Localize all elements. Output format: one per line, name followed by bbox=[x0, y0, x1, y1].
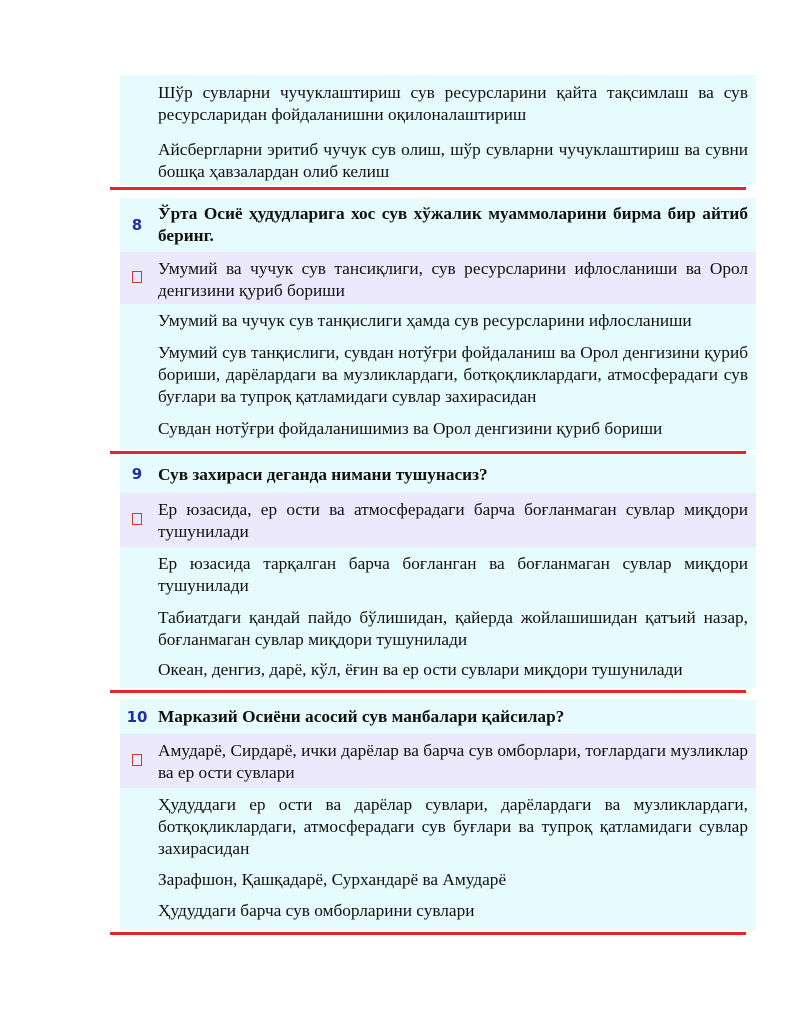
answer-option-correct[interactable] bbox=[120, 493, 756, 547]
question-block-10 bbox=[120, 700, 756, 930]
answer-option[interactable] bbox=[120, 601, 756, 655]
question-text: Марказий Осиёни асосий сув манбалари қайсилар? bbox=[158, 707, 565, 726]
question-block-8 bbox=[120, 198, 756, 450]
answer-option[interactable] bbox=[120, 788, 756, 864]
answer-text: Ҳудуддаги ер ости ва дарёлар сувлари, дарёлардаги ва музликлардаги, ботқоқликлардаги, атмосферадаги сув буғлари ва тупроқ қатламидаги сувлар захирасидан bbox=[158, 795, 748, 858]
answer-option[interactable] bbox=[120, 336, 756, 412]
question-number: 10 bbox=[126, 708, 148, 726]
answer-text: Умумий ва чучук сув тансиқлиги, сув ресурсларини ифлосланиши ва Орол денгизини қуриб бориши bbox=[158, 259, 748, 300]
answer-option[interactable] bbox=[120, 75, 756, 133]
correct-answer-marker-icon bbox=[132, 513, 142, 525]
question-text: Сув захираси деганда нимани тушунасиз? bbox=[158, 465, 488, 484]
answer-option[interactable] bbox=[120, 864, 756, 896]
correct-answer-marker-icon bbox=[132, 754, 142, 766]
answer-option[interactable] bbox=[120, 655, 756, 688]
answer-text: Умумий сув танқислиги, сувдан нотўғри фойдаланиш ва Орол денгизини қуриб бориши, дарёлардаги ва музликлардаги, ботқоқликлардаги, атмосферадаги сув буғлари ва тупроқ қатламидаги сувлар захирасидан bbox=[158, 343, 748, 406]
question-block-9 bbox=[120, 455, 756, 688]
answer-text: Океан, денгиз, дарё, кўл, ёғин ва ер ости сувлари миқдори тушунилади bbox=[158, 660, 683, 679]
answer-option[interactable] bbox=[120, 547, 756, 601]
answer-text: Амударё, Сирдарё, ички дарёлар ва барча сув омборлари, тоғлардаги музликлар ва ер ости сувлари bbox=[158, 741, 748, 782]
section-divider bbox=[110, 187, 746, 190]
question-row bbox=[120, 700, 756, 734]
answer-option[interactable] bbox=[120, 896, 756, 930]
section-divider bbox=[110, 932, 746, 935]
question-row bbox=[120, 198, 756, 252]
answer-text: Ер юзасида, ер ости ва атмосферадаги барча боғланмаган сувлар миқдори тушунилади bbox=[158, 500, 748, 541]
question-text: Ўрта Осиё ҳудудларига хос сув хўжалик муаммоларини бирма бир айтиб беринг. bbox=[158, 204, 748, 245]
question-number: 9 bbox=[131, 465, 143, 483]
answer-option-correct[interactable] bbox=[120, 252, 756, 304]
question-number: 8 bbox=[131, 216, 143, 234]
answer-option-correct[interactable] bbox=[120, 734, 756, 788]
answer-option[interactable] bbox=[120, 304, 756, 336]
section-divider bbox=[110, 690, 746, 693]
answer-text: Зарафшон, Қашқадарё, Сурхандарё ва Амударё bbox=[158, 870, 507, 889]
answer-option[interactable] bbox=[120, 133, 756, 185]
section-divider bbox=[110, 451, 746, 454]
question-block-7-continued bbox=[120, 75, 756, 185]
answer-text: Сувдан нотўғри фойдаланишимиз ва Орол денгизини қуриб бориши bbox=[158, 419, 663, 438]
answer-text: Ҳудуддаги барча сув омборларини сувлари bbox=[158, 901, 475, 920]
answer-text: Айсбергларни эритиб чучук сув олиш, шўр сувларни чучуклаштириш ва сувни бошқа ҳавзалардан олиб келиш bbox=[158, 140, 748, 181]
answer-text: Шўр сувларни чучуклаштириш сув ресурсларини қайта тақсимлаш ва сув ресурсларидан фойдаланишни оқилоналаштириш bbox=[158, 83, 748, 124]
answer-option[interactable] bbox=[120, 412, 756, 450]
answer-text: Табиатдаги қандай пайдо бўлишидан, қайерда жойлашишидан қатъий назар, боғланмаган сувлар миқдори тушунилади bbox=[158, 608, 748, 649]
question-row bbox=[120, 455, 756, 493]
correct-answer-marker-icon bbox=[132, 271, 142, 283]
answer-text: Умумий ва чучук сув танқислиги ҳамда сув ресурсларини ифлосланиши bbox=[158, 311, 692, 330]
answer-text: Ер юзасида тарқалган барча боғланган ва боғланмаган сувлар миқдори тушунилади bbox=[158, 554, 748, 595]
